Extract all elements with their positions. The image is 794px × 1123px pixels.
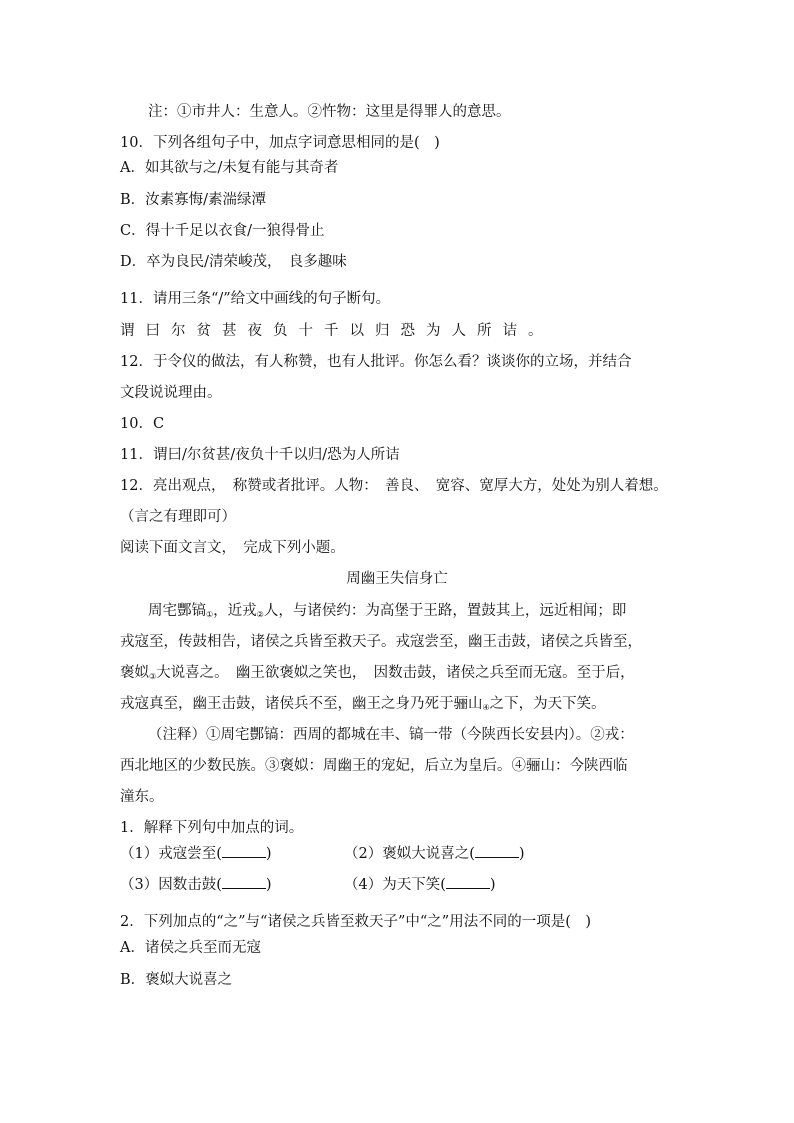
annotation-line3: 潼东。	[120, 789, 164, 805]
q1-item-4: （4）为天下笑( )	[344, 877, 496, 893]
annotation-line2: 西北地区的少数民族。③褒姒：周幽王的宠妃，后立为皇后。④骊山：今陕西临	[120, 758, 628, 774]
answer-11: 11．谓曰/尔贫甚/夜负十千以归/恐为人所诘	[120, 447, 400, 463]
q10-option-b: B．汝素寡悔/素湍绿潭	[120, 192, 267, 208]
answer-blank[interactable]	[475, 844, 519, 858]
footnote-mark-3: ③	[149, 672, 157, 681]
answer-10: 10．C	[120, 416, 165, 432]
q2-stem: 2．下列加点的“之”与“诸侯之兵皆至救天子”中“之”用法不同的一项是( )	[120, 914, 592, 930]
answer-12-line1: 12．亮出观点， 称赞或者批评。人物： 善良、 宽容、宽厚大方，处处为别人着想。	[120, 478, 668, 494]
q2-option-a: A．诸侯之兵至而无寇	[120, 940, 261, 956]
passage-line2: 戎寇至，传鼓相告，诸侯之兵皆至救天子。戎寇尝至，幽王击鼓，诸侯之兵皆至，	[120, 634, 642, 650]
answer-12-line2: （言之有理即可）	[120, 509, 236, 525]
answer-blank[interactable]	[446, 875, 490, 889]
q10-option-c: C．得十千足以衣食/一狼得骨止	[120, 223, 325, 239]
q11-sentence: 谓曰尔贫甚夜负十千以归恐为人所诘。	[120, 323, 554, 339]
reading-intro: 阅读下面文言文， 完成下列小题。	[120, 540, 345, 556]
q12-stem-line1: 12．于令仪的做法，有人称赞，也有人批评。你怎么看？谈谈你的立场，并结合	[120, 354, 632, 370]
q1-item-1: （1）戎寇尝至( )	[120, 846, 272, 862]
q10-option-a: A．如其欲与之/未复有能与其奇者	[120, 160, 339, 176]
q1-item-2: （2）褒姒大说喜之( )	[344, 846, 525, 862]
answer-blank[interactable]	[222, 844, 266, 858]
q1-item-3: （3）因数击鼓( )	[120, 877, 272, 893]
q12-stem-line2: 文段说说理由。	[120, 385, 222, 401]
passage-line1: 周宅酆镐$_①$，近戎$_②$人，与诸侯约：为高堡于王路，置鼓其上，远近相闻；即	[148, 603, 627, 619]
passage-line4: 戎寇真至，幽王击鼓，诸侯兵不至，幽王之身乃死于骊山$_④$之下，为天下笑。	[120, 696, 606, 712]
footnote-mark-4: ④	[482, 703, 490, 712]
footnote-mark-1: ①	[206, 610, 214, 619]
q10-option-d: D．卒为良民/清荣峻茂， 良多趣味	[120, 254, 347, 270]
note-line: 注：①市井人：生意人。②忤物：这里是得罪人的意思。	[148, 104, 511, 120]
q10-stem: 10．下列各组句子中，加点字词意思相同的是( )	[120, 135, 440, 151]
q11-stem: 11．请用三条“/”给文中画线的句子断句。	[120, 291, 391, 307]
passage-line3: 褒姒$_③$大说喜之。 幽王欲褒姒之笑也， 因数击鼓，诸侯之兵至而无寇。至于后，	[120, 665, 635, 681]
q2-option-b: B．褒姒大说喜之	[120, 972, 233, 988]
footnote-mark-2: ②	[256, 610, 264, 619]
annotation-line1: （注释）①周宅酆镐：西周的都城在丰、镐一带（今陕西长安县内）。②戎：	[148, 727, 634, 743]
q1-stem: 1．解释下列句中加点的词。	[120, 820, 304, 836]
answer-blank[interactable]	[222, 875, 266, 889]
passage-title: 周幽王失信身亡	[346, 571, 448, 587]
